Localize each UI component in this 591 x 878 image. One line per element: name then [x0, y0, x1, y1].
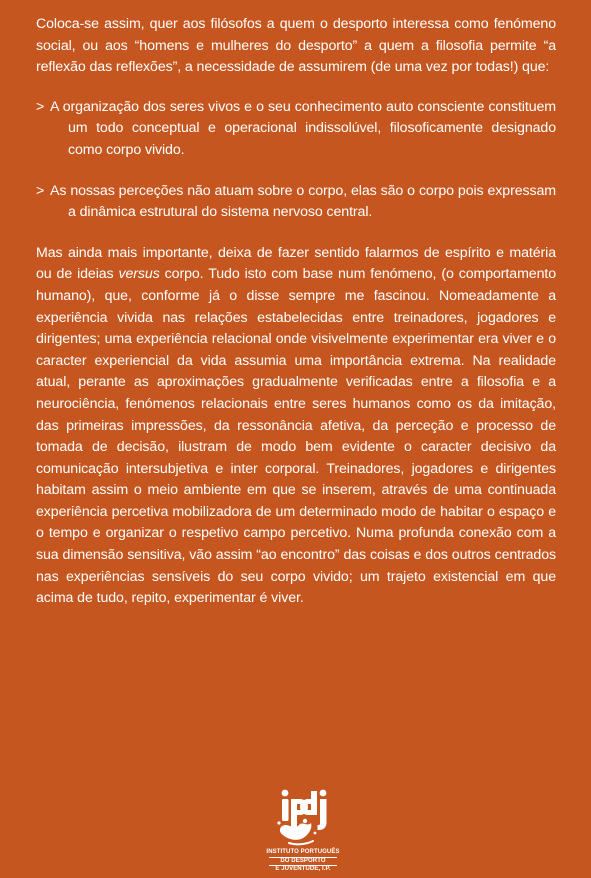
intro-paragraph: Coloca-se assim, quer aos filósofos a quem o desporto interessa como fenómeno social, ou aos “homens e mulheres do desporto” a quem a filosofia permite “a reflexão das reflexões”, a necessidade de assumirem (de uma vez por todas!) que: — [36, 16, 556, 76]
logo-line-2: DO DESPORTO — [280, 857, 326, 864]
logo-line-3: E JUVENTUDE, I.P. — [275, 866, 331, 872]
bullet-marker-icon: > — [36, 182, 45, 199]
bullet-item-1 — [36, 97, 556, 162]
back-cover-text — [36, 14, 556, 610]
bullet-text: A organização dos seres vivos e o seu conhecimento auto consciente constituem um todo conceptual e operacional indissolúvel, filosoficamente designado como corpo vivido. — [50, 98, 556, 158]
ipdj-logo — [263, 787, 343, 877]
main-text-rest: corpo. Tudo isto com base num fenómeno, (o comportamento humano), que, conforme já o disse sempre me fascinou. Nomeadamente a experiência vivida nas relações estabelecidas entre treinadores, jogadores e dirigentes; uma experiência relacional onde visivelmente experimentar era viver e o caracter experiencial da vida assumia uma importância extrema. Na realidade atual, perante as aproximações gradualmente verificadas entre a filosofia e a neurociência, fenómenos relacionais entre seres humanos como os da imitação, das primeiras impressões, da ressonância afetiva, da perceção e processo de tomada de decisão, ilustram de modo bem evidente o caracter decisivo da comunicação intersubjetiva e inter corporal. Treinadores, jogadores e dirigentes habitam assim o meio ambiente em que se inserem, através de uma continuada experiência percetiva mobilizadora de um determinado modo de habitar o espaço e o tempo e organizar o respetivo campo percetivo. Numa profunda conexão com a sua dimensão sensitiva, vão assim “ao encontro” das coisas e dos outros centrados nas experiências sensíveis do seu corpo vivido; um trajeto existencial em que acima de tudo, repito, experimentar é viver. — [36, 266, 556, 607]
italic-word: versus — [118, 266, 160, 283]
main-paragraph — [36, 243, 556, 610]
logo-line-1: INSTITUTO PORTUGUÊS — [266, 849, 340, 855]
main-text-start: Mas ainda mais importante, deixa de fazer sentido falarmos de espírito e matéria ou de ideias — [36, 244, 556, 283]
bullet-item-2 — [36, 181, 556, 224]
bullet-marker-icon: > — [36, 98, 45, 115]
ipdj-logo-icon — [271, 787, 335, 849]
bullet-text: As nossas perceções não atuam sobre o corpo, elas são o corpo pois expressam a dinâmica estrutural do sistema nervoso central. — [50, 182, 556, 221]
